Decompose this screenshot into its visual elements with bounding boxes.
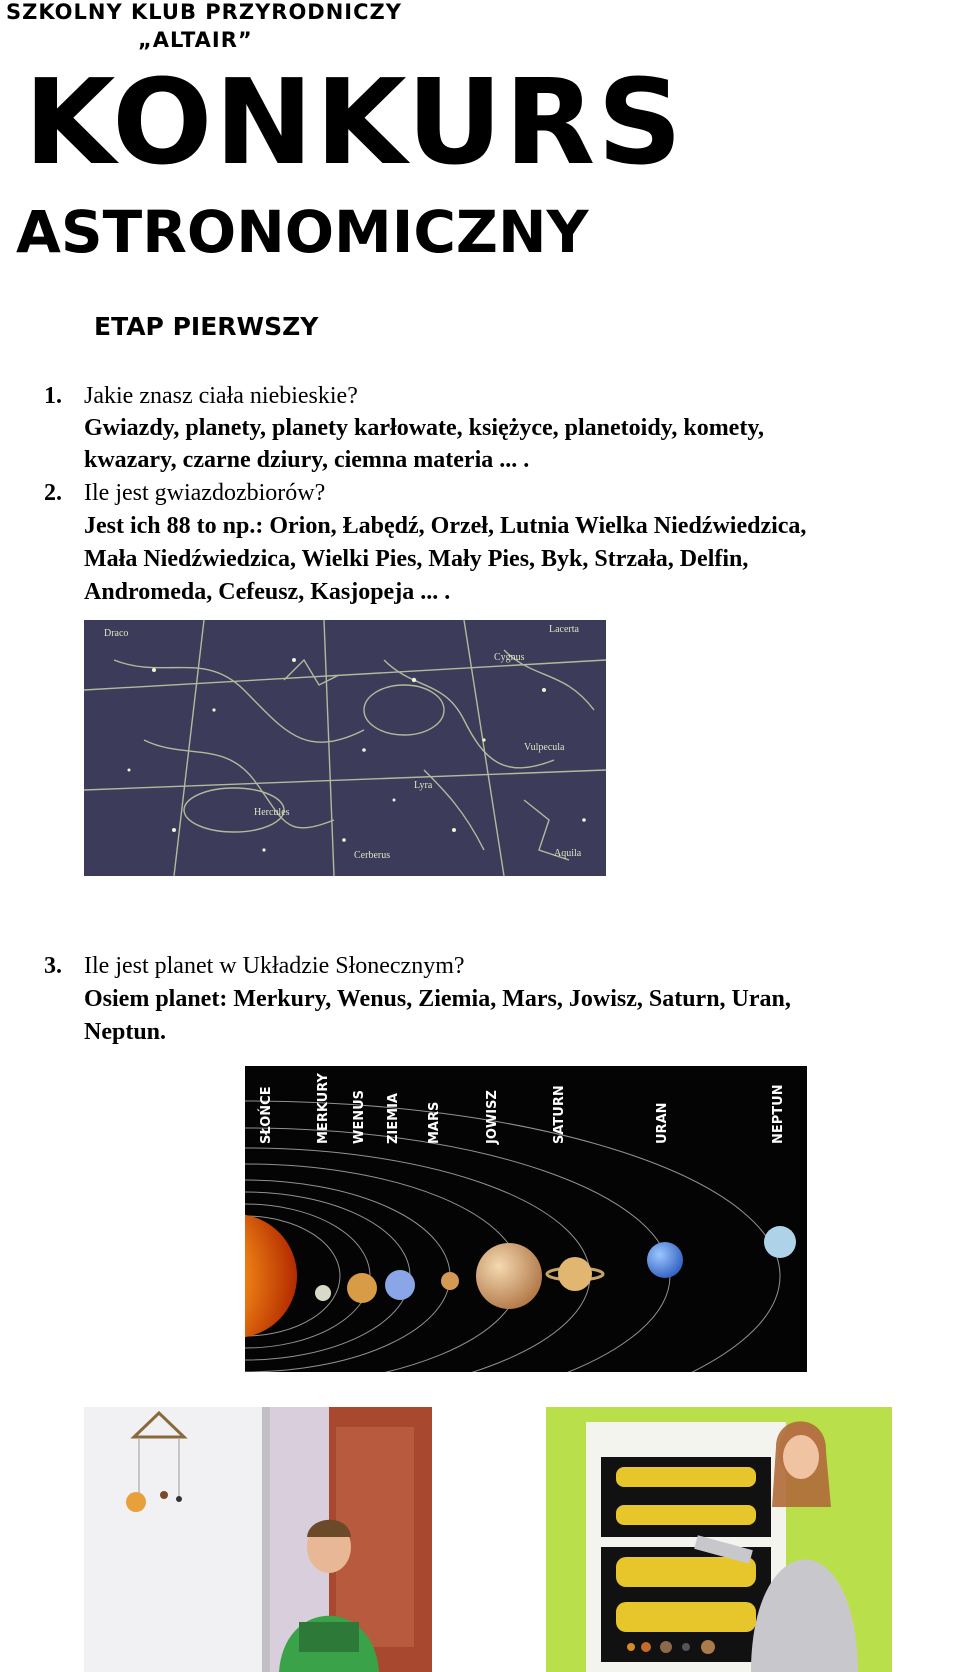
- star-label-hercules: Hercules: [254, 807, 290, 818]
- answer-3-line-1: Osiem planet: Merkury, Wenus, Ziemia, Mars, Jowisz, Saturn, Uran,: [84, 986, 791, 1012]
- solar-system-image: [245, 1066, 807, 1372]
- solar-label-venus: WENUS: [352, 1089, 367, 1144]
- question-text: Jakie znasz ciała niebieskie?: [84, 383, 358, 409]
- solar-label-uranus: URAN: [655, 1102, 670, 1144]
- star-label-cygnus: Cygnus: [494, 652, 525, 663]
- club-name-line1: SZKOLNY KLUB PRZYRODNICZY: [6, 0, 402, 24]
- answer-3-line-2: Neptun.: [84, 1019, 167, 1045]
- star-label-lacerta: Lacerta: [549, 624, 579, 635]
- question-text: Ile jest gwiazdozbiorów?: [84, 480, 326, 506]
- solar-label-mars: MARS: [427, 1101, 442, 1144]
- answer-2-line-2: Mała Niedźwiedzica, Wielki Pies, Mały Pies, Byk, Strzała, Delfin,: [84, 546, 749, 572]
- question-number: 3.: [44, 953, 62, 979]
- solar-label-jupiter: JOWISZ: [485, 1090, 500, 1144]
- star-label-cerberus: Cerberus: [354, 850, 391, 861]
- page-title-line1: KONKURS: [24, 53, 685, 191]
- solar-label-mercury: MERKURY: [316, 1073, 331, 1144]
- question-text: Ile jest planet w Układzie Słonecznym?: [84, 953, 465, 979]
- answer-2-line-1: [84, 510, 954, 543]
- student-photo-girl: [546, 1407, 892, 1672]
- stage-heading: ETAP PIERWSZY: [94, 312, 319, 341]
- question-number: 2.: [44, 480, 62, 506]
- answer-1-line-1: Gwiazdy, planety, planety karłowate, księżyce, planetoidy, komety,: [84, 415, 765, 441]
- constellation-map-image: [84, 620, 606, 876]
- page-title-line2: ASTRONOMICZNY: [16, 198, 589, 266]
- club-name-line2: „ALTAIR”: [138, 28, 253, 52]
- solar-label-saturn: SATURN: [552, 1085, 567, 1144]
- star-label-draco: Draco: [104, 628, 129, 639]
- answer-2-line-3: Andromeda, Cefeusz, Kasjopeja ... .: [84, 579, 451, 605]
- answer-1-line-2: kwazary, czarne dziury, ciemna materia ... .: [84, 447, 530, 473]
- question-number: 1.: [44, 383, 62, 409]
- solar-label-neptune: NEPTUN: [771, 1084, 786, 1144]
- star-label-aquila: Aquila: [554, 848, 582, 859]
- star-label-lyra: Lyra: [414, 780, 433, 791]
- star-label-vulpecula: Vulpecula: [524, 742, 565, 753]
- student-photo-boy: [84, 1407, 432, 1672]
- solar-label-sun: SŁOŃCE: [259, 1086, 274, 1144]
- answer-2-lead: Jest ich 88 to np.: Orion, Łabędź, Orzeł, Lutnia Wielka Niedźwiedzica,: [84, 513, 807, 539]
- solar-label-earth: ZIEMIA: [386, 1093, 401, 1144]
